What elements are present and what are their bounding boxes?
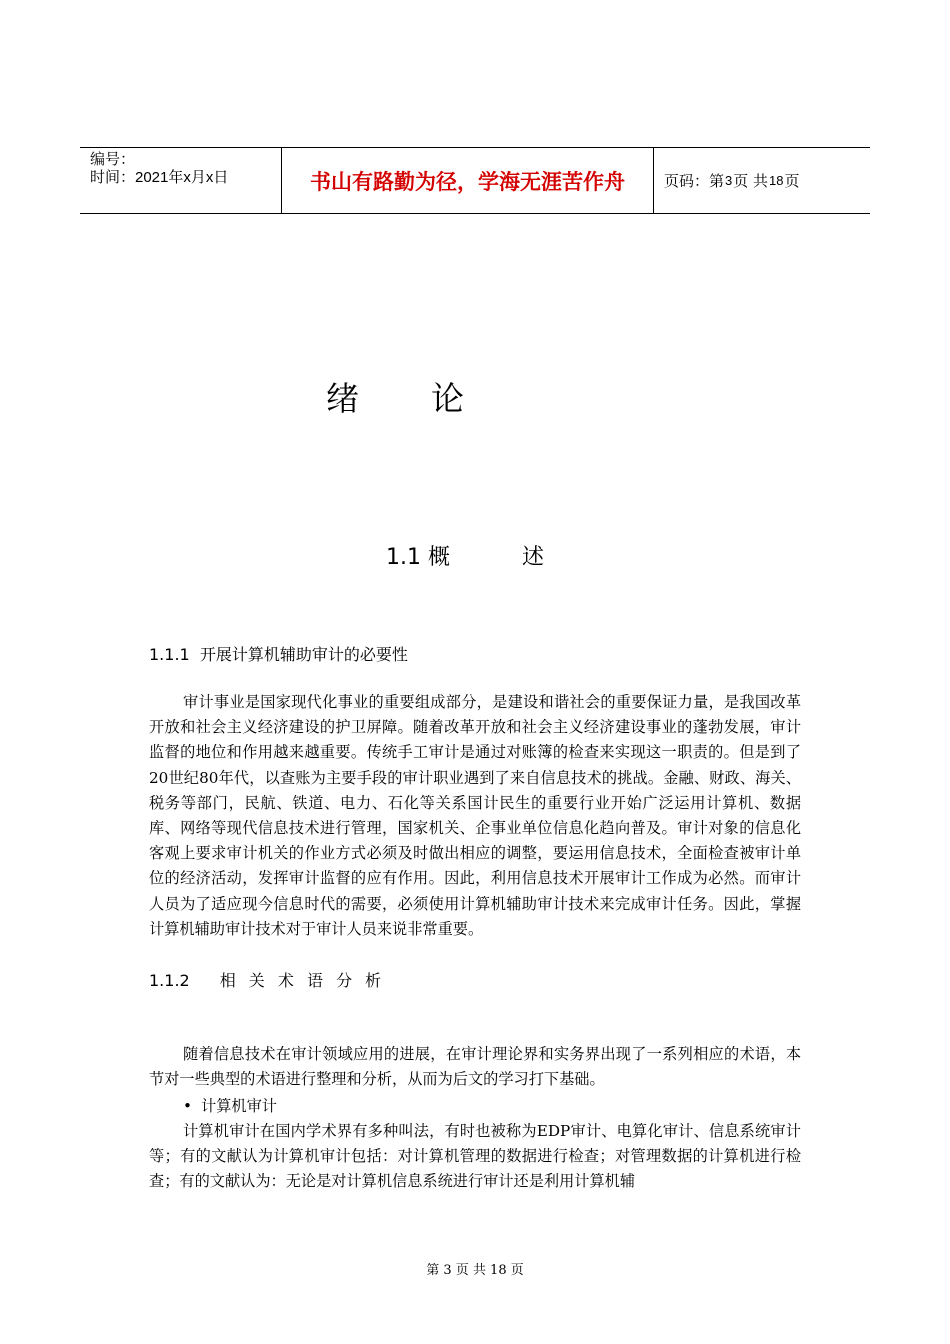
chapter-title bbox=[326, 373, 464, 420]
section-title bbox=[386, 540, 544, 571]
page-mid: 页 共 bbox=[733, 172, 769, 190]
subsection-number: 1.1.1 bbox=[149, 645, 190, 664]
header-left-cell bbox=[80, 148, 281, 213]
page-total: 18 bbox=[769, 173, 784, 188]
header-page-info bbox=[654, 148, 870, 213]
subsection-title: 开展计算机辅助审计的必要性 bbox=[199, 645, 408, 664]
bullet-dot: • bbox=[183, 1097, 192, 1115]
subsection-heading bbox=[149, 968, 385, 991]
chapter-title-char-1: 绪 bbox=[326, 379, 359, 418]
page-suffix: 页 bbox=[784, 172, 800, 190]
header-motto: 书山有路勤为径，学海无涯苦作舟 bbox=[281, 148, 654, 213]
subsection-heading bbox=[149, 642, 408, 665]
subsection-title: 相 关 术 语 分 析 bbox=[219, 971, 386, 990]
section-title-char-2: 述 bbox=[522, 545, 545, 570]
chapter-title-char-2: 论 bbox=[431, 379, 464, 418]
paragraph: 审计事业是国家现代化事业的重要组成部分，是建设和谐社会的重要保证力量，是我国改革开放和社会主义经济建设的护卫屏障。随着改革开放和社会主义经济建设事业的蓬勃发展，审计监督的地位和作用越来越重要。传统手工审计是通过对账簿的检查来实现这一职责的。但是到了20世纪80年代，以查账为主要手段的审计职业遇到了来自信息技术的挑战。金融、财政、海关、税务等部门，民航、铁道、电力、石化等关系国计民生的重要行业开始广泛运用计算机、数据库、网络等现代信息技术进行管理，国家机关、企事业单位信息化趋向普及。审计对象的信息化客观上要求审计机关的作业方式必须及时做出相应的调整，要运用信息技术，全面检查被审计单位的经济活动，发挥审计监督的应有作用。因此，利用信息技术开展审计工作成为必然。而审计人员为了适应现今信息时代的需要，必须使用计算机辅助审计技术来完成审计任务。因此，掌握计算机辅助审计技术对于审计人员来说非常重要。 bbox=[149, 693, 801, 938]
header-table bbox=[80, 147, 870, 214]
paragraph: 计算机审计在国内学术界有多种叫法，有时也被称为EDP审计、电算化审计、信息系统审计等；有的文献认为计算机审计包括：对计算机管理的数据进行检查；对管理数据的计算机进行检查；有的文献认为：无论是对计算机信息系统进行审计还是利用计算机辅 bbox=[149, 1122, 801, 1191]
page-footer: 第 3 页 共 18 页 bbox=[426, 1263, 524, 1278]
bullet-item bbox=[183, 1094, 277, 1119]
section-title-char-1: 概 bbox=[428, 545, 451, 570]
document-number-label: 编号： bbox=[90, 151, 136, 168]
subsection-number: 1.1.2 bbox=[149, 971, 190, 990]
page-current: 3 bbox=[725, 173, 733, 188]
section-number: 1.1 bbox=[386, 545, 421, 570]
page-prefix: 页码：第 bbox=[664, 172, 725, 190]
document-time-label: 时间：2021年x月x日 bbox=[90, 169, 229, 186]
paragraph: 随着信息技术在审计领域应用的进展，在审计理论界和实务界出现了一系列相应的术语，本节对一些典型的术语进行整理和分析，从而为后文的学习打下基础。 bbox=[149, 1045, 801, 1089]
bullet-text: 计算机审计 bbox=[201, 1097, 277, 1115]
